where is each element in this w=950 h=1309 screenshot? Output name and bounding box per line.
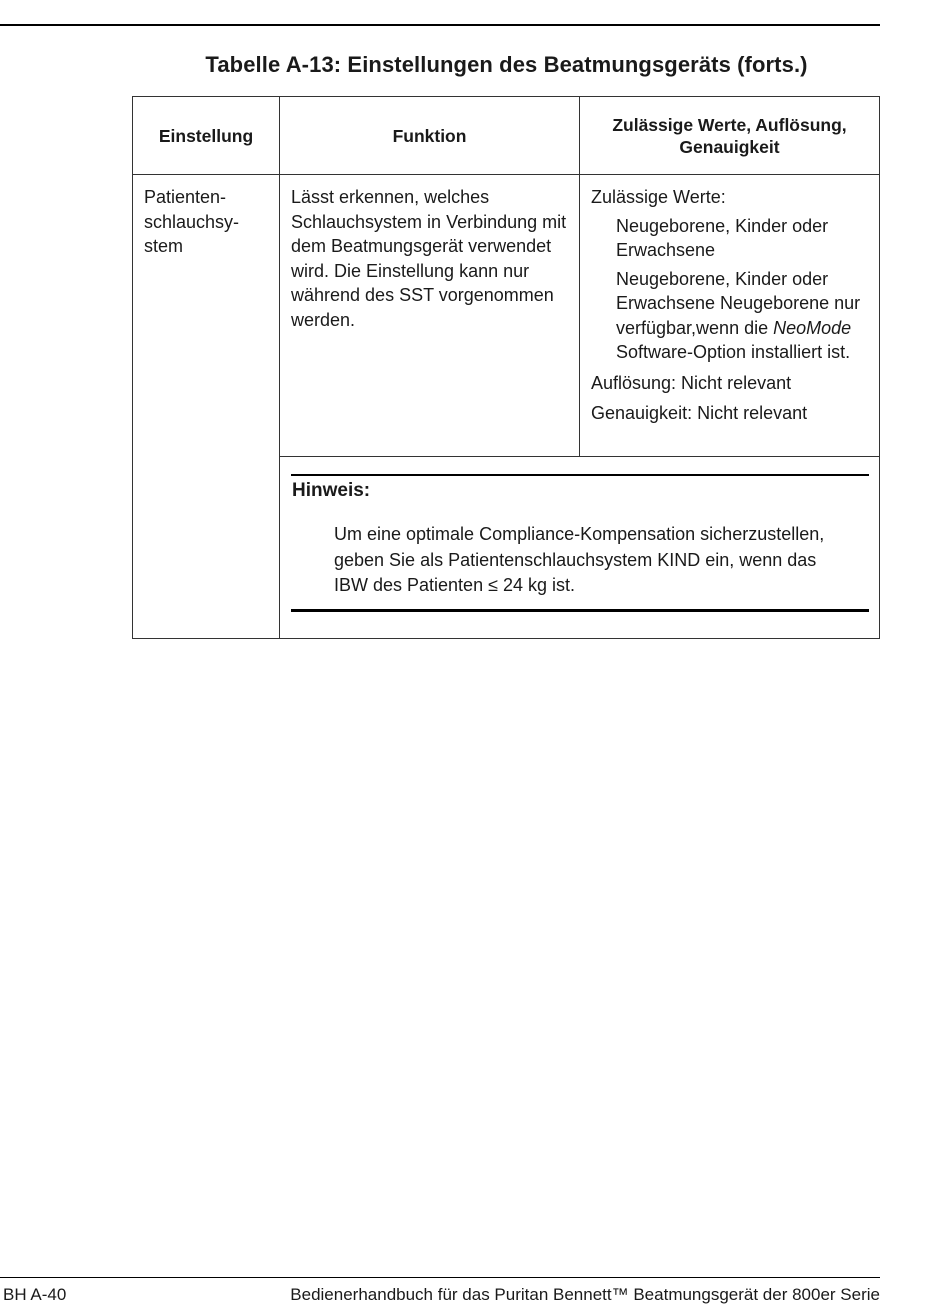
page-number: BH A-40 (3, 1285, 67, 1304)
footer-manual-title: Bedienerhandbuch für das Puritan Bennett™ Beatmungsgerät der 800er Serie (290, 1285, 880, 1304)
values-item-text: Neugeborene, Kinder oder Erwachsene Neugeborene nur verfügbar,wenn die (616, 268, 861, 338)
column-divider (279, 97, 280, 638)
table-title: Tabelle A-13: Einstellungen des Beatmungsgeräts (forts.) (205, 52, 808, 77)
resolution-text: Auflösung: Nicht relevant (591, 372, 792, 393)
note-text: Um eine optimale Compliance-Kompensation sicherzustellen, geben Sie als Patientenschlauchsystem KIND ein, wenn das IBW des Patienten ≤ 24 kg ist. (334, 524, 825, 595)
settings-table (132, 96, 880, 639)
neomode-term: NeoMode (773, 317, 852, 338)
note-top-rule (291, 474, 869, 476)
values-item: Neugeborene, Kinder oder Erwachsene (616, 215, 829, 260)
accuracy-text: Genauigkeit: Nicht relevant (591, 403, 808, 423)
values-item-text: Software-Option installiert ist. (616, 342, 851, 362)
note-label: Hinweis: (292, 480, 371, 501)
top-rule (0, 24, 880, 26)
cell-setting: Patienten- schlauchsy- stem (144, 187, 240, 256)
header-divider (133, 174, 879, 175)
header-function: Funktion (392, 125, 467, 146)
note-bottom-rule (291, 609, 869, 612)
row-divider (280, 456, 879, 457)
cell-values (591, 185, 879, 426)
footer-rule (0, 1277, 880, 1278)
cell-function: Lässt erkennen, welches Schlauchsystem in Verbindung mit dem Beatmungsgerät verwendet wird. Die Einstellung kann nur während des SST vorgenommen werden. (291, 187, 567, 330)
header-values: Zulässige Werte, Auflösung, Genauigkeit (612, 114, 847, 157)
values-label: Zulässige Werte: (591, 187, 726, 207)
header-setting: Einstellung (158, 125, 254, 146)
values-item (591, 267, 879, 365)
